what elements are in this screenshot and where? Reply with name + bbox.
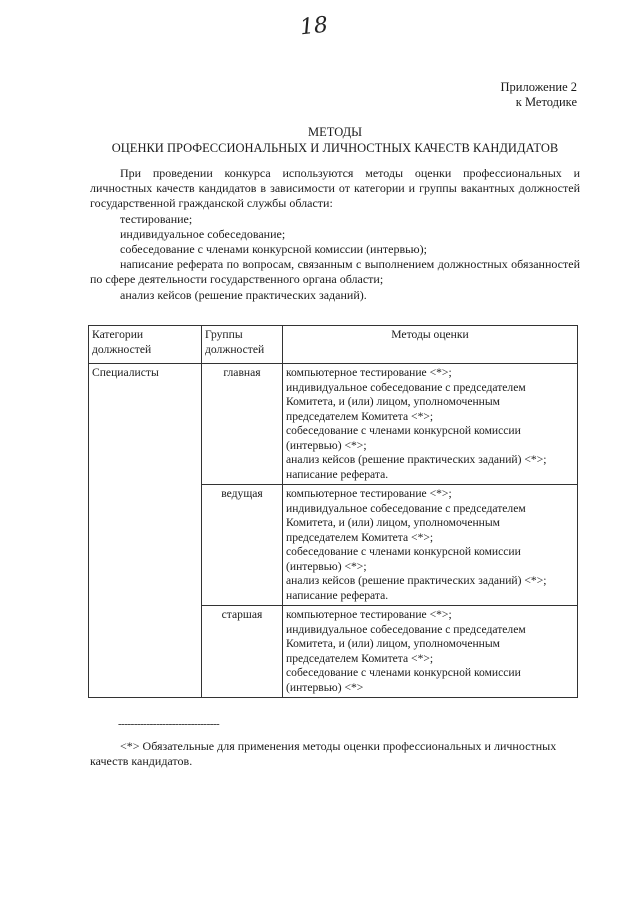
method-item: тестирование; [120, 211, 193, 226]
method-line: (интервью) <*>; [286, 438, 367, 452]
method-line: компьютерное тестирование <*>; [286, 366, 452, 379]
method-line: Комитета, и (или) лицом, уполномоченным [286, 395, 501, 408]
footnote-separator: -------------------------------- [118, 718, 220, 730]
intro-paragraph: При проведении конкурса используются методы оценки профессиональных и личностных качеств кандидатов в зависимости от категории и группы вакантных должностей государственной гражданской службы области: [90, 166, 580, 211]
intro-text [90, 166, 580, 303]
methods-table [88, 325, 578, 698]
method-line: собеседование с членами конкурсной комиссии [286, 545, 521, 558]
method-item: написание реферата по вопросам, связанным с выполнением должностных обязанностей по сфере деятельности государственного органа области; [90, 257, 580, 287]
method-line: собеседование с членами конкурсной комиссии [286, 666, 521, 679]
method-line: индивидуальное собеседование с председателем [286, 501, 526, 515]
method-item: анализ кейсов (решение практических заданий). [120, 287, 367, 302]
method-line: председателем Комитета <*>; [286, 409, 434, 423]
header-categories: Категории должностей [89, 326, 202, 364]
footnote [90, 739, 580, 769]
method-line: собеседование с членами конкурсной комиссии [286, 424, 521, 437]
method-line: (интервью) <*> [286, 680, 364, 694]
title-line-1: МЕТОДЫ [307, 125, 363, 139]
method-line: анализ кейсов (решение практических заданий) <*>; [286, 574, 547, 587]
header-groups: Группы должностей [202, 326, 283, 364]
table-row [89, 364, 578, 485]
appendix-line-1: Приложение 2 [500, 80, 577, 94]
methods-cell [283, 606, 578, 698]
method-item: собеседование с членами конкурсной комиссии (интервью); [120, 242, 427, 257]
footnote-text: <*> Обязательные для применения методы оценки профессиональных и личностных качеств кандидатов. [90, 739, 557, 768]
method-line: написание реферата. [286, 588, 389, 602]
title-line-2: ОЦЕНКИ ПРОФЕССИОНАЛЬНЫХ И ЛИЧНОСТНЫХ КАЧЕСТВ КАНДИДАТОВ [111, 141, 559, 155]
table-header-row [89, 326, 578, 364]
group-cell: главная [202, 364, 283, 485]
methods-cell [283, 364, 578, 485]
method-line: компьютерное тестирование <*>; [286, 608, 452, 621]
appendix-line-2: к Методике [515, 95, 577, 109]
header-methods: Методы оценки [283, 326, 578, 364]
category-cell: Специалисты [89, 364, 202, 698]
method-line: председателем Комитета <*>; [286, 530, 434, 544]
method-line: компьютерное тестирование <*>; [286, 487, 452, 500]
appendix-reference [501, 80, 577, 110]
page-number: 18 [298, 12, 330, 41]
method-item: индивидуальное собеседование; [120, 226, 286, 241]
method-line: написание реферата. [286, 467, 389, 481]
method-line: (интервью) <*>; [286, 559, 367, 573]
method-line: анализ кейсов (решение практических заданий) <*>; [286, 453, 547, 466]
document-title [90, 124, 580, 156]
method-line: индивидуальное собеседование с председателем [286, 622, 526, 636]
group-cell: старшая [202, 606, 283, 698]
method-line: индивидуальное собеседование с председателем [286, 380, 526, 394]
method-line: Комитета, и (или) лицом, уполномоченным [286, 637, 501, 650]
methods-cell [283, 485, 578, 606]
method-line: Комитета, и (или) лицом, уполномоченным [286, 516, 501, 529]
method-line: председателем Комитета <*>; [286, 651, 434, 665]
group-cell: ведущая [202, 485, 283, 606]
